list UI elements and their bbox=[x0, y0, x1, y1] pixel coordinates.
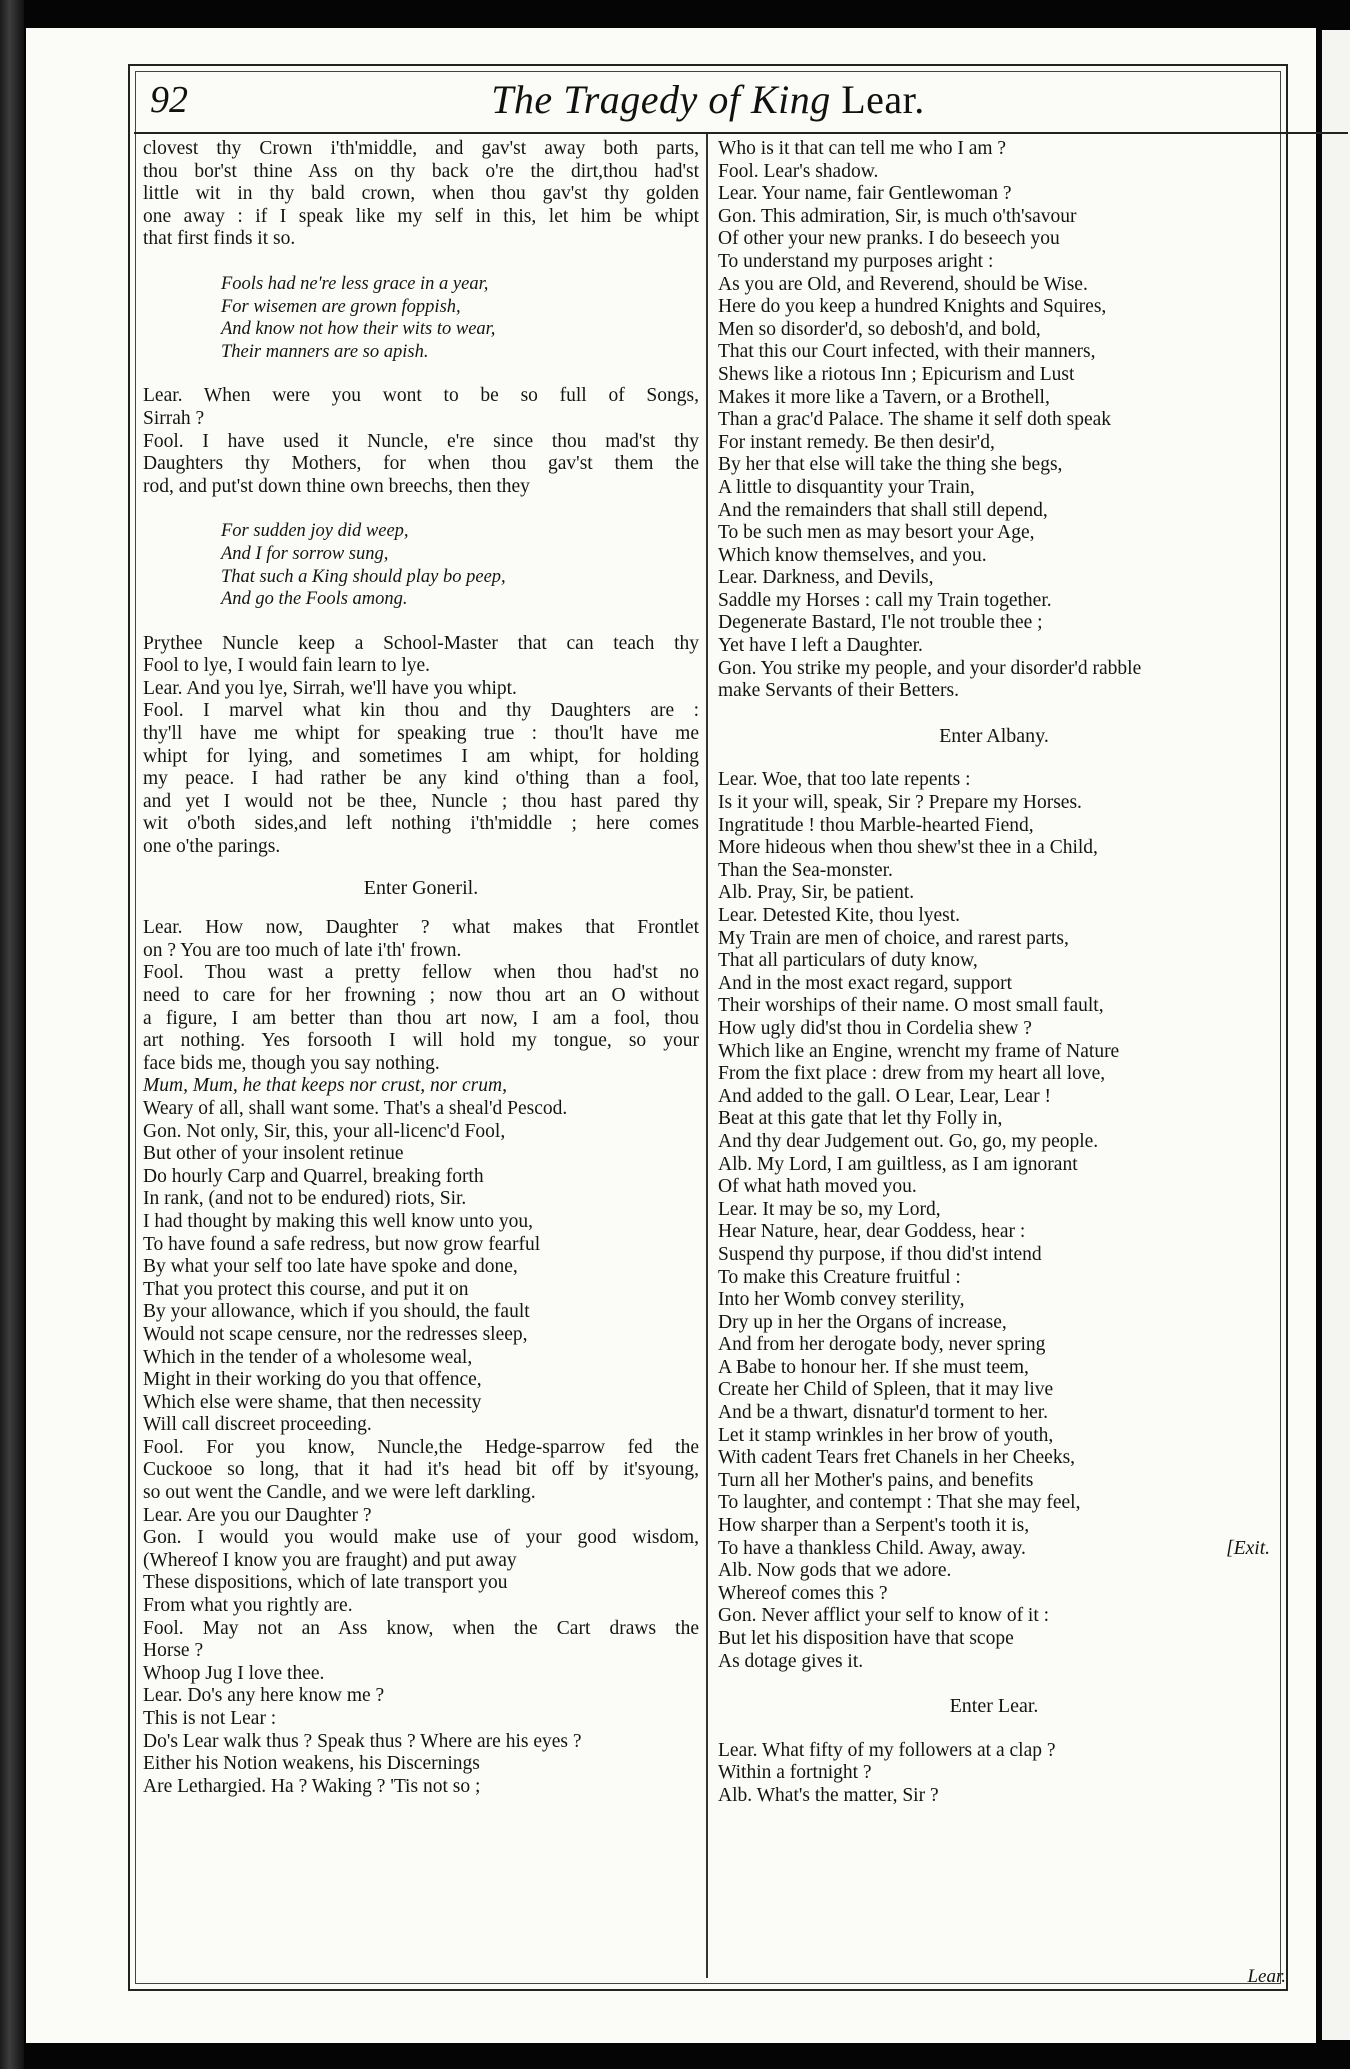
text-line: Alb. My Lord, I am guiltless, as I am ignorant bbox=[718, 1153, 1078, 1175]
text-line: As dotage gives it. bbox=[718, 1650, 864, 1672]
text-line: Whoop Jug I love thee. bbox=[143, 1662, 325, 1684]
text-line: so out went the Candle, and we were left darkling. bbox=[143, 1482, 536, 1504]
verse-line: And go the Fools among. bbox=[221, 589, 408, 610]
stage-direction: Enter Lear. bbox=[949, 1695, 1039, 1718]
verse-line: For wisemen are grown foppish, bbox=[221, 296, 461, 317]
text-line: And be a thwart, disnatur'd torment to her. bbox=[718, 1402, 1049, 1424]
text-line: Lear. How now, Daughter ? what makes that Frontlet bbox=[143, 917, 699, 939]
text-line: Than a grac'd Palace. The shame it self doth speak bbox=[718, 409, 1112, 431]
text-line: Of what hath moved you. bbox=[718, 1176, 917, 1198]
left-column bbox=[143, 138, 699, 1798]
text-line: one away : if I speak like my self in this, let him be whipt bbox=[143, 205, 699, 227]
text-line: But other of your insolent retinue bbox=[143, 1143, 404, 1165]
song-verse bbox=[143, 273, 699, 363]
text-line: A little to disquantity your Train, bbox=[718, 476, 975, 498]
text-line: But let his disposition have that scope bbox=[718, 1628, 1014, 1649]
text-line: on ? You are too much of late i'th' frown. bbox=[143, 939, 462, 961]
prose-block bbox=[143, 385, 699, 498]
text-line: To have a thankless Child. Away, away. bbox=[718, 1537, 1026, 1559]
text-line: From the fixt place : drew from my heart all love, bbox=[718, 1063, 1106, 1085]
text-line: Gon. This admiration, Sir, is much o'th'savour bbox=[718, 205, 1077, 227]
text-line: Lear. Are you our Daughter ? bbox=[143, 1504, 372, 1526]
text-line: (Whereof I know you are fraught) and put away bbox=[143, 1549, 517, 1571]
text-line: Degenerate Bastard, I'le not trouble thee ; bbox=[718, 612, 1043, 634]
text-line: thou bor'st thine Ass on thy back o're the dirt,thou had'st bbox=[143, 160, 699, 182]
text-line: More hideous when thou shew'st thee in a Child, bbox=[718, 837, 1098, 859]
text-line: face bids me, though you say nothing. bbox=[143, 1052, 440, 1074]
verse-line: And know not how their wits to wear, bbox=[221, 319, 496, 340]
stage-direction: Enter Goneril. bbox=[363, 876, 479, 899]
prose-block bbox=[718, 769, 1270, 1673]
column-rule bbox=[706, 134, 708, 1978]
text-line: Of other your new pranks. I do beseech you bbox=[718, 228, 1060, 250]
text-line: Men so disorder'd, so debosh'd, and bold, bbox=[718, 318, 1041, 340]
text-line: little wit in thy bald crown, when thou gav'st thy golden bbox=[143, 183, 699, 205]
text-line: clovest thy Crown i'th'middle, and gav'st away both parts, bbox=[143, 138, 699, 159]
text-line: Fool. For you know, Nuncle,the Hedge-sparrow fed the bbox=[143, 1436, 699, 1458]
text-line: By what your self too late have spoke and done, bbox=[143, 1256, 518, 1278]
text-line: Makes it more like a Tavern, or a Brothell, bbox=[718, 386, 1050, 408]
text-line: With cadent Tears fret Chanels in her Cheeks, bbox=[718, 1447, 1076, 1469]
text-line: Fool. May not an Ass know, when the Cart draws the bbox=[143, 1617, 699, 1639]
text-line: By her that else will take the thing she begs, bbox=[718, 454, 1063, 476]
title-end: Lear. bbox=[830, 77, 925, 122]
text-line: whipt for lying, and sometimes I am whipt, for holding bbox=[143, 745, 699, 767]
text-line: Here do you keep a hundred Knights and Squires, bbox=[718, 296, 1107, 318]
text-line: Lear. Detested Kite, thou lyest. bbox=[718, 905, 961, 926]
text-line: And thy dear Judgement out. Go, go, my people. bbox=[718, 1130, 1099, 1152]
text-line: These dispositions, which of late transport you bbox=[143, 1572, 508, 1594]
text-line: Fool. Thou wast a pretty fellow when thou had'st no bbox=[143, 962, 699, 984]
text-line: Let it stamp wrinkles in her brow of youth, bbox=[718, 1424, 1054, 1446]
text-line: To have found a safe redress, but now grow fearful bbox=[143, 1233, 541, 1255]
prose-block bbox=[143, 917, 699, 1798]
title-word: Tragedy bbox=[563, 77, 698, 122]
text-line: And the remainders that shall still depend, bbox=[718, 499, 1048, 521]
title-mid: of bbox=[697, 77, 751, 122]
text-line: By your allowance, which if you should, the fault bbox=[143, 1301, 530, 1323]
text-line: Yet have I left a Daughter. bbox=[718, 635, 923, 657]
text-line: Saddle my Horses : call my Train together. bbox=[718, 589, 1052, 611]
text-line: Might in their working do you that offence, bbox=[143, 1369, 482, 1391]
verse-line: Their manners are so apish. bbox=[221, 341, 429, 362]
exit-line bbox=[718, 1538, 1270, 1561]
text-line: Whereof comes this ? bbox=[718, 1582, 888, 1604]
text-line: Lear. Do's any here know me ? bbox=[143, 1685, 385, 1707]
text-line: Lear. Woe, that too late repents : bbox=[718, 769, 971, 791]
text-line: one o'the parings. bbox=[143, 836, 281, 858]
text-line: Who is it that can tell me who I am ? bbox=[718, 138, 1007, 159]
text-line: Within a fortnight ? bbox=[718, 1762, 872, 1784]
text-line: rod, and put'st down thine own breechs, then they bbox=[143, 475, 530, 497]
text-line: This is not Lear : bbox=[143, 1708, 277, 1729]
text-line: Gon. Never afflict your self to know of it : bbox=[718, 1605, 1050, 1627]
text-line: For instant remedy. Be then desir'd, bbox=[718, 431, 995, 453]
song-verse bbox=[143, 520, 699, 610]
prose-block bbox=[143, 138, 699, 251]
running-title bbox=[128, 76, 1288, 123]
text-line: need to care for her frowning ; now thou art an O without bbox=[143, 985, 699, 1006]
text-line: Fool. Lear's shadow. bbox=[718, 160, 879, 182]
verse-line: Fools had ne're less grace in a year, bbox=[221, 273, 489, 294]
text-line: To understand my purposes aright : bbox=[718, 250, 994, 272]
text-line: art nothing. Yes forsooth I will hold my tongue, so your bbox=[143, 1030, 699, 1052]
text-line: Fool. I have used it Nuncle, e're since thou mad'st thy bbox=[143, 430, 699, 452]
text-line: Mum, Mum, he that keeps nor crust, nor crum, bbox=[143, 1075, 507, 1097]
verse-line: And I for sorrow sung, bbox=[221, 543, 389, 564]
text-line: Shews like a riotous Inn ; Epicurism and Lust bbox=[718, 363, 1075, 385]
text-line: Into her Womb convey sterility, bbox=[718, 1289, 965, 1311]
text-line: And from her derogate body, never spring bbox=[718, 1334, 1046, 1356]
header-rule bbox=[134, 132, 1348, 134]
text-line: Fool to lye, I would fain learn to lye. bbox=[143, 655, 431, 677]
text-line: Cuckooe so long, that it had it's head bit off by it'syoung, bbox=[143, 1459, 699, 1481]
text-line: Dry up in her the Organs of increase, bbox=[718, 1311, 1007, 1333]
text-line: Would not scape censure, nor the redresses sleep, bbox=[143, 1323, 528, 1345]
text-line: Create her Child of Spleen, that it may live bbox=[718, 1379, 1054, 1401]
text-line: that first finds it so. bbox=[143, 228, 296, 250]
text-line: Sirrah ? bbox=[143, 407, 205, 429]
text-line: wit o'both sides,and left nothing i'th'middle ; here comes bbox=[143, 813, 699, 835]
text-line: Hear Nature, hear, dear Goddess, hear : bbox=[718, 1221, 1026, 1243]
text-line: My Train are men of choice, and rarest parts, bbox=[718, 927, 1069, 949]
exit-mark: [Exit. bbox=[1226, 1537, 1270, 1559]
text-line: make Servants of their Betters. bbox=[718, 680, 959, 702]
text-line: That you protect this course, and put it on bbox=[143, 1278, 469, 1300]
text-line: A Babe to honour her. If she must teem, bbox=[718, 1356, 1029, 1378]
page-number: 92 bbox=[150, 79, 188, 121]
verse-line: That such a King should play bo peep, bbox=[221, 566, 506, 587]
title-prefix: The bbox=[491, 77, 564, 122]
text-line: Alb. Pray, Sir, be patient. bbox=[718, 882, 915, 904]
text-line: thy'll have me whipt for speaking true : thou'lt have me bbox=[143, 723, 699, 745]
text-line: That this our Court infected, with their manners, bbox=[718, 341, 1096, 363]
text-line: Do's Lear walk thus ? Speak thus ? Where are his eyes ? bbox=[143, 1730, 582, 1752]
text-line: Gon. I would you would make use of your good wisdom, bbox=[143, 1527, 699, 1549]
text-line: Their worships of their name. O most small fault, bbox=[718, 995, 1104, 1017]
text-line: And added to the gall. O Lear, Lear, Lear ! bbox=[718, 1085, 1052, 1107]
text-line: From what you rightly are. bbox=[143, 1595, 353, 1617]
text-line: Which in the tender of a wholesome weal, bbox=[143, 1346, 473, 1368]
text-line: As you are Old, and Reverend, should be Wise. bbox=[718, 273, 1088, 295]
text-line: To be such men as may besort your Age, bbox=[718, 522, 1035, 544]
text-line: Turn all her Mother's pains, and benefits bbox=[718, 1469, 1034, 1491]
title-name: King bbox=[750, 77, 831, 122]
prose-block bbox=[143, 633, 699, 859]
scan-left-edge bbox=[0, 0, 24, 2069]
text-line: Alb. What's the matter, Sir ? bbox=[718, 1784, 939, 1806]
text-line: Horse ? bbox=[143, 1640, 204, 1662]
text-line: Suspend thy purpose, if thou did'st intend bbox=[718, 1243, 1042, 1265]
verse-line: For sudden joy did weep, bbox=[221, 521, 409, 542]
text-line: Daughters thy Mothers, for when thou gav'st them the bbox=[143, 453, 699, 475]
text-line: Which like an Engine, wrencht my frame of Nature bbox=[718, 1040, 1120, 1062]
prose-block bbox=[718, 1740, 1270, 1808]
text-line: Fool. I marvel what kin thou and thy Daughters are : bbox=[143, 700, 699, 722]
text-line: That all particulars of duty know, bbox=[718, 950, 978, 972]
text-line: Gon. Not only, Sir, this, your all-licenc'd Fool, bbox=[143, 1120, 506, 1142]
text-line: Lear. What fifty of my followers at a clap ? bbox=[718, 1739, 1056, 1761]
text-line: Alb. Now gods that we adore. bbox=[718, 1560, 952, 1582]
adjacent-page-edge bbox=[1322, 30, 1350, 2040]
text-line: Than the Sea-monster. bbox=[718, 859, 893, 881]
text-line: And in the most exact regard, support bbox=[718, 972, 1013, 994]
text-line: a figure, I am better than thou art now, I am a fool, thou bbox=[143, 1007, 699, 1029]
text-line: Which know themselves, and you. bbox=[718, 544, 987, 566]
text-line: Are Lethargied. Ha ? Waking ? 'Tis not so ; bbox=[143, 1775, 481, 1797]
text-line: Will call discreet proceeding. bbox=[143, 1414, 372, 1436]
text-line: Weary of all, shall want some. That's a sheal'd Pescod. bbox=[143, 1097, 568, 1119]
text-line: Lear. Your name, fair Gentlewoman ? bbox=[718, 183, 1012, 205]
stage-direction: Enter Albany. bbox=[939, 724, 1049, 747]
text-line: To laughter, and contempt : That she may feel, bbox=[718, 1492, 1081, 1514]
prose-block bbox=[718, 138, 1270, 703]
text-line: Lear. When were you wont to be so full of Songs, bbox=[143, 385, 699, 407]
text-line: Lear. It may be so, my Lord, bbox=[718, 1198, 941, 1220]
text-line: How ugly did'st thou in Cordelia shew ? bbox=[718, 1017, 1032, 1039]
text-line: In rank, (and not to be endured) riots, Sir. bbox=[143, 1188, 467, 1210]
text-line: and yet I would not be thee, Nuncle ; thou hast pared thy bbox=[143, 790, 699, 812]
text-line: Ingratitude ! thou Marble-hearted Fiend, bbox=[718, 814, 1034, 836]
right-column bbox=[718, 138, 1270, 1808]
text-line: Is it your will, speak, Sir ? Prepare my Horses. bbox=[718, 792, 1082, 814]
text-line: Either his Notion weakens, his Discernings bbox=[143, 1753, 480, 1775]
text-line: Beat at this gate that let thy Folly in, bbox=[718, 1108, 1003, 1130]
text-line: Which else were shame, that then necessity bbox=[143, 1391, 482, 1413]
text-line: I had thought by making this well know unto you, bbox=[143, 1210, 533, 1232]
text-line: Gon. You strike my people, and your disorder'd rabble bbox=[718, 657, 1142, 679]
text-line: my peace. I had rather be any kind o'thing than a fool, bbox=[143, 768, 699, 790]
catchword: Lear. bbox=[1247, 1966, 1286, 1987]
text-line: Prythee Nuncle keep a School-Master that can teach thy bbox=[143, 632, 699, 654]
text-line: Lear. Darkness, and Devils, bbox=[718, 567, 934, 589]
text-line: Do hourly Carp and Quarrel, breaking forth bbox=[143, 1165, 484, 1187]
text-line: How sharper than a Serpent's tooth it is, bbox=[718, 1515, 1030, 1537]
text-line: To make this Creature fruitful : bbox=[718, 1266, 961, 1288]
text-line: Lear. And you lye, Sirrah, we'll have you whipt. bbox=[143, 677, 517, 699]
